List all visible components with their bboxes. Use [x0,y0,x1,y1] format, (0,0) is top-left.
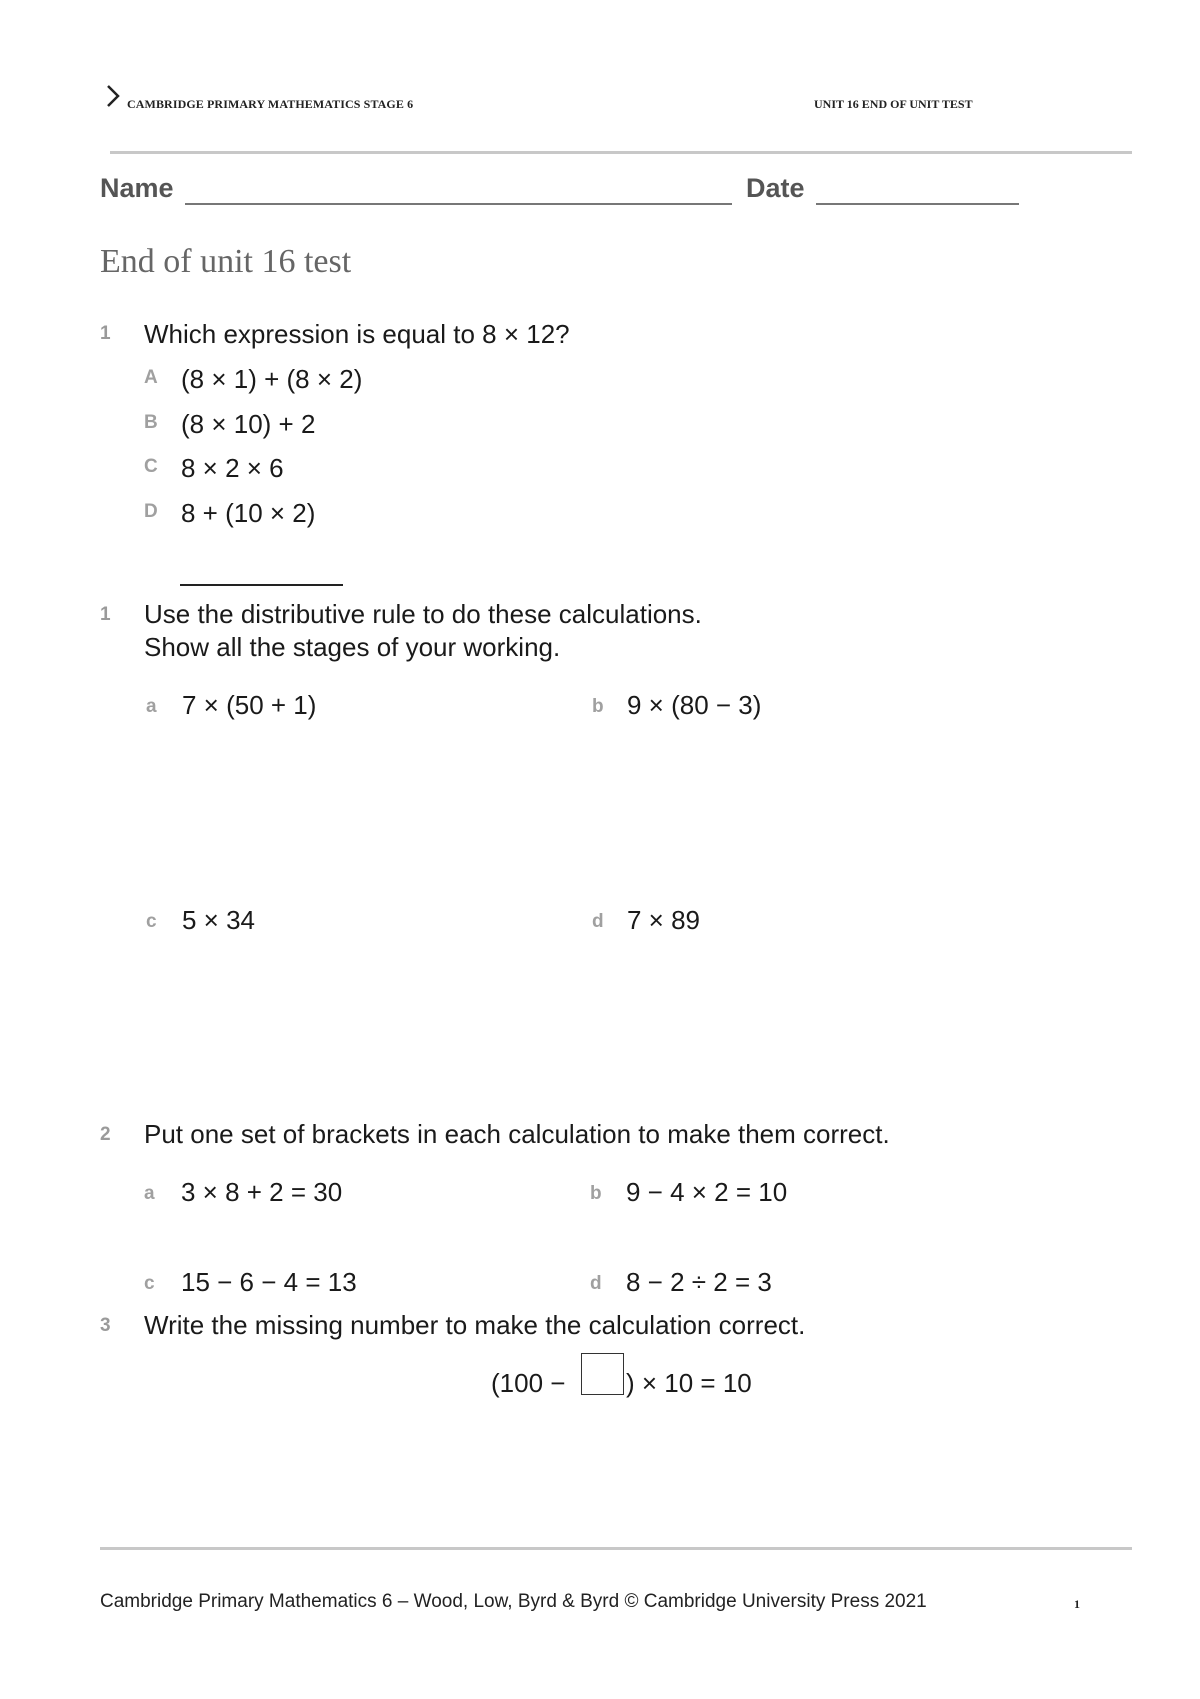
option-text: (8 × 1) + (8 × 2) [181,364,363,394]
footer-copyright: Cambridge Primary Mathematics 6 – Wood, Low, Byrd & Byrd © Cambridge University Press 2021 [100,1591,927,1612]
part-letter: b [590,1183,602,1204]
footer-divider [100,1547,1132,1550]
header-divider [110,151,1132,154]
expression-start: (100 − [491,1368,566,1398]
question-number: 3 [100,1315,111,1336]
question-text: Put one set of brackets in each calculation to make them correct. [144,1119,890,1149]
part-letter: d [590,1273,602,1294]
part-letter: c [144,1273,155,1294]
part-text: 7 × (50 + 1) [182,690,317,720]
part-text: 15 − 6 − 4 = 13 [181,1267,357,1297]
question-text-line1: Use the distributive rule to do these calculations. [144,599,702,629]
part-letter: a [146,696,157,717]
name-field[interactable] [185,203,732,205]
date-field[interactable] [816,203,1019,205]
question-number: 1 [100,323,111,344]
chevron-right-icon [104,84,122,108]
question-text-line2: Show all the stages of your working. [144,632,561,662]
option-letter: B [144,412,158,433]
option-text: (8 × 10) + 2 [181,409,316,439]
option-text: 8 × 2 × 6 [181,453,284,483]
page-title: End of unit 16 test [100,243,352,280]
part-letter: d [592,911,604,932]
date-label: Date [746,173,805,203]
page-number: 1 [1074,1597,1080,1611]
option-letter: A [144,367,158,388]
missing-number-box[interactable] [581,1353,624,1395]
part-text: 7 × 89 [627,905,701,935]
part-letter: a [144,1183,155,1204]
part-text: 3 × 8 + 2 = 30 [181,1177,343,1207]
part-text: 5 × 34 [182,905,256,935]
option-letter: C [144,456,158,477]
question-text: Which expression is equal to 8 × 12? [144,319,570,349]
option-text: 8 + (10 × 2) [181,498,316,528]
answer-line[interactable] [180,584,343,586]
part-text: 8 − 2 ÷ 2 = 3 [626,1267,772,1297]
option-letter: D [144,501,158,522]
question-text: Write the missing number to make the calculation correct. [144,1310,806,1340]
part-text: 9 − 4 × 2 = 10 [626,1177,788,1207]
question-number: 1 [100,604,111,625]
expression-end: ) × 10 = 10 [626,1368,752,1398]
part-text: 9 × (80 − 3) [627,690,762,720]
header-right-text: UNIT 16 END OF UNIT TEST [814,97,973,111]
part-letter: c [146,911,157,932]
header-left-text: CAMBRIDGE PRIMARY MATHEMATICS STAGE 6 [127,97,414,111]
question-number: 2 [100,1124,111,1145]
name-label: Name [100,173,174,203]
part-letter: b [592,696,604,717]
